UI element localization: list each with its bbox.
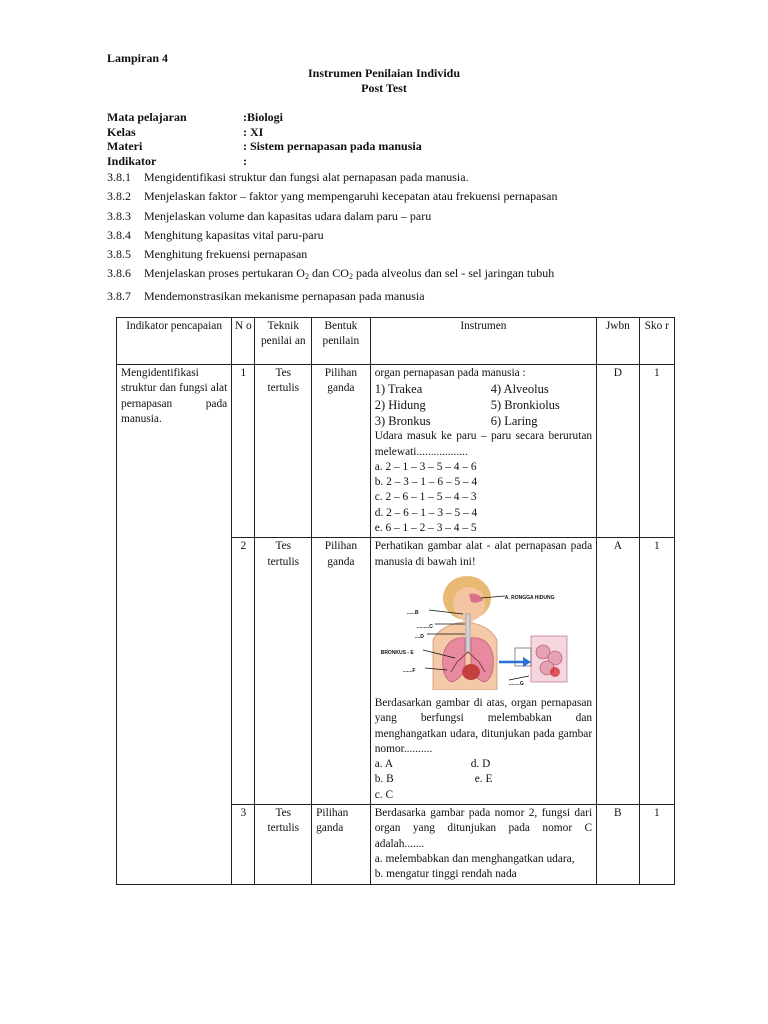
answer-option: a. 2 – 1 – 3 – 5 – 4 – 6	[374, 460, 477, 473]
answer-option: b. mengatur tinggi rendah nada	[374, 868, 517, 881]
meta-key: Materi	[107, 139, 143, 153]
indicator-text: Menjelaskan faktor – faktor yang mempengaruhi kecepatan atau frekuensi pernapasan	[144, 189, 558, 204]
row-number: 2	[232, 538, 255, 805]
organ-item: 2) Hidung	[374, 398, 426, 413]
header-skor: Sko r	[639, 318, 674, 365]
organ-item: 4) Alveolus	[490, 382, 549, 397]
indicator-item	[107, 168, 558, 187]
indicator-number: 3.8.2	[107, 189, 131, 204]
indicator-item	[107, 187, 558, 206]
meta-key: Mata pelajaran	[107, 110, 187, 124]
indicator-text: Menjelaskan volume dan kapasitas udara dalam paru – paru	[144, 208, 432, 223]
meta-value: :Biologi	[243, 110, 284, 124]
indicator-number: 3.8.3	[107, 208, 131, 223]
figure-label-d: ....D	[414, 633, 424, 640]
answer-option-row	[375, 788, 592, 803]
table-row	[117, 365, 675, 538]
answer-option: c. C	[374, 788, 394, 801]
header-jwbn: Jwbn	[597, 318, 639, 365]
indicator-list	[107, 168, 558, 306]
question-intro: Berdasarka gambar pada nomor 2, fungsi dari organ yang ditunjukan pada nomor C adalah.......	[374, 807, 593, 850]
organ-item: 1) Trakea	[374, 382, 423, 397]
indicator-number: 3.8.6	[107, 266, 131, 281]
row-teknik: Tes tertulis	[255, 365, 312, 538]
row-instrumen	[370, 365, 596, 538]
organ-item: 3) Bronkus	[374, 414, 431, 429]
answer-option: b. B	[374, 773, 394, 786]
meta-value: : Sistem pernapasan pada manusia	[243, 139, 422, 153]
table-header-row	[117, 318, 675, 365]
document-subtitle: Post Test	[361, 81, 407, 95]
meta-row	[107, 125, 422, 140]
row-score: 1	[639, 805, 674, 884]
row-number: 3	[232, 805, 255, 884]
row-answer: D	[597, 365, 639, 538]
figure-label-f: .......F	[402, 667, 416, 674]
organ-list	[375, 381, 592, 429]
question-text: Udara masuk ke paru – paru secara berurutan melewati..................	[374, 430, 593, 458]
row-score: 1	[639, 538, 674, 805]
answer-option: a. A	[374, 758, 394, 771]
row-bentuk: Pilihan ganda	[312, 805, 371, 884]
meta-value: : XI	[243, 124, 264, 139]
indicator-number: 3.8.4	[107, 227, 131, 242]
question-text: Berdasarkan gambar di atas, organ pernapasan yang berfungsi melembabkan dan menghangatkan udara, ditunjukan pada gambar nomor..........	[374, 696, 593, 755]
question-intro: Perhatikan gambar alat - alat pernapasan pada manusia di bawah ini!	[374, 540, 593, 568]
answer-option: a. melembabkan dan menghangatkan udara,	[374, 852, 575, 865]
header-bentuk: Bentuk penilain	[312, 318, 371, 365]
document-title: Instrumen Penilaian Individu	[307, 66, 461, 80]
indicator-item	[107, 287, 558, 306]
organ-row	[375, 397, 592, 413]
indicator-item	[107, 226, 558, 245]
header-indikator: Indikator pencapaian	[117, 318, 232, 365]
figure-label-g: ........G	[508, 680, 524, 687]
meta-row	[107, 110, 422, 125]
answer-option: e. E	[474, 773, 493, 786]
subscript: 2	[348, 272, 353, 282]
row-answer: A	[597, 538, 639, 805]
indicator-number: 3.8.5	[107, 247, 131, 262]
figure-label-b: ......B	[406, 609, 419, 616]
row-bentuk: Pilihan ganda	[312, 365, 371, 538]
header-instrumen: Instrumen	[370, 318, 596, 365]
meta-block	[107, 110, 422, 168]
organ-item: 6) Laring	[490, 414, 538, 429]
row-answer: B	[597, 805, 639, 884]
answer-option: e. 6 – 1 – 2 – 3 – 4 – 5	[374, 522, 477, 535]
meta-row	[107, 154, 422, 169]
assessment-table	[116, 317, 675, 885]
figure-label-e: BRONKUS - E	[380, 649, 414, 656]
row-instrumen	[370, 805, 596, 884]
organ-item: 5) Bronkiolus	[490, 398, 560, 413]
indicator-text-part: Menjelaskan proses pertukaran O	[144, 266, 305, 281]
indicator-number: 3.8.7	[107, 288, 131, 303]
header-teknik: Teknik penilai an	[255, 318, 312, 365]
figure-label-a: A. RONGGA HIDUNG	[504, 594, 555, 601]
meta-key: Kelas	[107, 124, 136, 139]
answer-option: c. 2 – 6 – 1 – 5 – 4 – 3	[374, 491, 477, 504]
answer-option: b. 2 – 3 – 1 – 6 – 5 – 4	[374, 476, 478, 489]
indicator-text: Mendemonstrasikan mekanisme pernapasan pada manusia	[144, 288, 425, 303]
answer-option-row	[375, 757, 592, 772]
indicator-text-part: pada alveolus dan sel - sel jaringan tubuh	[352, 266, 555, 281]
organ-row	[375, 381, 592, 397]
indicator-number: 3.8.1	[107, 170, 131, 184]
row-bentuk: Pilihan ganda	[312, 538, 371, 805]
row-number: 1	[232, 365, 255, 538]
indicator-text: Menghitung kapasitas vital paru-paru	[144, 227, 324, 242]
indicator-item	[107, 264, 558, 286]
indicator-text: Menghitung frekuensi pernapasan	[144, 247, 308, 262]
answer-option: d. D	[470, 758, 491, 771]
subscript: 2	[304, 272, 309, 282]
meta-row	[107, 139, 422, 154]
meta-key: Indikator	[107, 153, 157, 168]
answer-option-row	[375, 772, 592, 787]
row-score: 1	[639, 365, 674, 538]
lampiran-label: Lampiran 4	[107, 51, 169, 65]
figure-label-c: .........C	[416, 623, 433, 630]
answer-option: d. 2 – 6 – 1 – 3 – 5 – 4	[374, 506, 478, 519]
question-intro: organ pernapasan pada manusia :	[374, 367, 526, 379]
row-teknik: Tes tertulis	[255, 805, 312, 884]
row-teknik: Tes tertulis	[255, 538, 312, 805]
row-instrumen	[370, 538, 596, 805]
indicator-item	[107, 207, 558, 226]
meta-value: :	[243, 153, 247, 168]
header-no: N o	[232, 318, 255, 365]
indicator-item	[107, 245, 558, 264]
indicator-text	[144, 264, 554, 286]
respiratory-system-figure	[381, 576, 569, 690]
indicator-text-part: dan CO	[308, 266, 349, 281]
indicator-text: Mengidentifikasi struktur dan fungsi alat pernapasan pada manusia.	[144, 170, 469, 184]
organ-row	[375, 413, 592, 429]
indicator-cell: Mengidentifikasi struktur dan fungsi alat pernapasan pada manusia.	[117, 365, 232, 885]
